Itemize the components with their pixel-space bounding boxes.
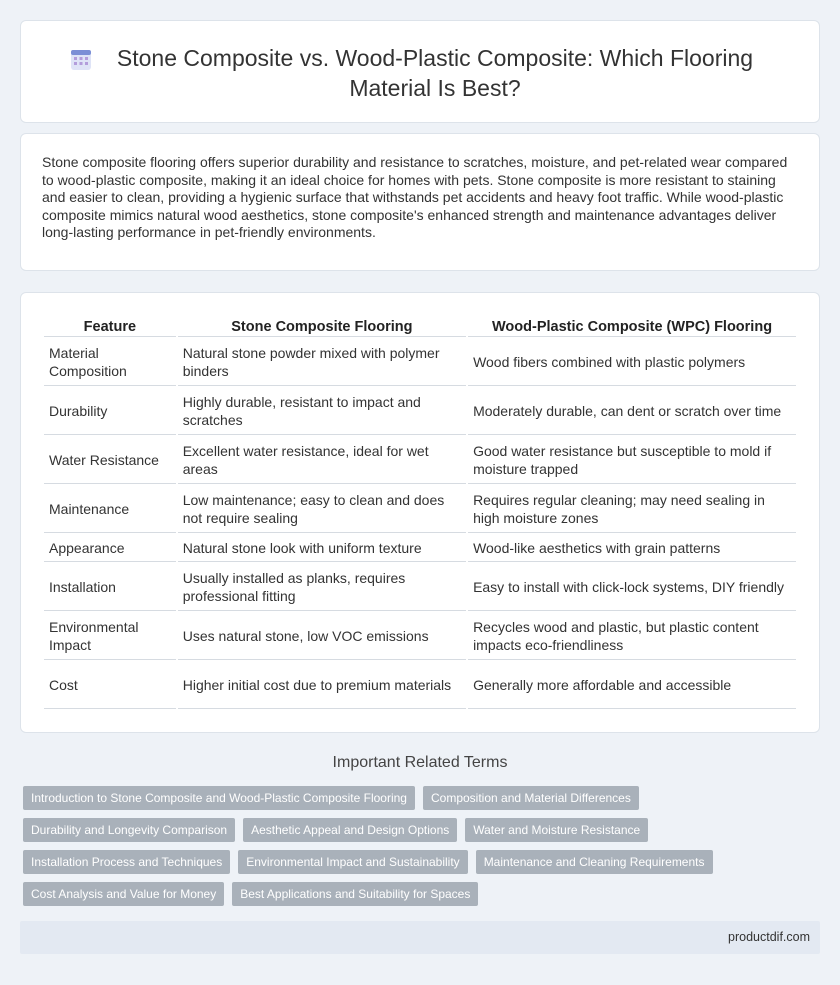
table-row xyxy=(44,564,796,611)
table-cell-wpc: Requires regular cleaning; may need sealing in high moisture zones xyxy=(468,486,796,533)
table-cell-wpc: Good water resistance but susceptible to mold if moisture trapped xyxy=(468,437,796,484)
table-cell-feature: Cost xyxy=(44,662,176,709)
table-header-wpc: Wood-Plastic Composite (WPC) Flooring xyxy=(468,317,796,337)
table-cell-wpc: Recycles wood and plastic, but plastic content impacts eco-friendliness xyxy=(468,613,796,660)
related-tag[interactable]: Aesthetic Appeal and Design Options xyxy=(243,818,457,842)
tag-row xyxy=(23,818,817,842)
table-row xyxy=(44,437,796,484)
table-cell-stone: Usually installed as planks, requires professional fitting xyxy=(178,564,466,611)
related-tag[interactable]: Environmental Impact and Sustainability xyxy=(238,850,467,874)
table-row xyxy=(44,613,796,660)
table-cell-feature: Durability xyxy=(44,388,176,435)
intro-card xyxy=(20,133,820,271)
table-cell-wpc: Generally more affordable and accessible xyxy=(468,662,796,709)
table-cell-stone: Natural stone powder mixed with polymer binders xyxy=(178,339,466,386)
related-tag[interactable]: Introduction to Stone Composite and Wood-Plastic Composite Flooring xyxy=(23,786,415,810)
related-tag[interactable]: Maintenance and Cleaning Requirements xyxy=(476,850,713,874)
table-cell-wpc: Easy to install with click-lock systems, DIY friendly xyxy=(468,564,796,611)
table-cell-wpc: Wood-like aesthetics with grain patterns xyxy=(468,535,796,562)
table-row xyxy=(44,339,796,386)
related-terms-tags xyxy=(23,786,817,914)
related-tag[interactable]: Cost Analysis and Value for Money xyxy=(23,882,224,906)
tag-row xyxy=(23,882,817,906)
table-cell-feature: Environmental Impact xyxy=(44,613,176,660)
page-title: Stone Composite vs. Wood-Plastic Composite: Which Flooring Material Is Best? xyxy=(116,45,754,101)
table-row xyxy=(44,388,796,435)
table-cell-stone: Excellent water resistance, ideal for wet areas xyxy=(178,437,466,484)
related-tag[interactable]: Durability and Longevity Comparison xyxy=(23,818,235,842)
intro-paragraph: Stone composite flooring offers superior durability and resistance to scratches, moisture, and pet-related wear compared to wood-plastic composite, making it an ideal choice for homes with pets. Stone composite is more resistant to staining and easier to clean, providing a hygienic surface that withstands pet accidents and heavy foot traffic. While wood-plastic composite mimics natural wood aesthetics, stone composite's enhanced strength and maintenance advantages deliver long-lasting performance in pet-friendly environments. xyxy=(42,154,788,240)
related-tag[interactable]: Installation Process and Techniques xyxy=(23,850,230,874)
table-cell-feature: Installation xyxy=(44,564,176,611)
footer-site-link[interactable]: productdif.com xyxy=(728,930,810,944)
table-cell-stone: Uses natural stone, low VOC emissions xyxy=(178,613,466,660)
related-tag[interactable]: Best Applications and Suitability for Spaces xyxy=(232,882,478,906)
related-tag[interactable]: Composition and Material Differences xyxy=(423,786,639,810)
comparison-table-card xyxy=(20,292,820,733)
table-header-feature: Feature xyxy=(44,317,176,337)
table-cell-wpc: Wood fibers combined with plastic polymers xyxy=(468,339,796,386)
table-cell-stone: Low maintenance; easy to clean and does not require sealing xyxy=(178,486,466,533)
tag-row xyxy=(23,850,817,874)
footer-bar xyxy=(20,921,820,954)
table-cell-feature: Maintenance xyxy=(44,486,176,533)
table-row xyxy=(44,486,796,533)
table-header-stone: Stone Composite Flooring xyxy=(178,317,466,337)
table-cell-wpc: Moderately durable, can dent or scratch over time xyxy=(468,388,796,435)
title-card xyxy=(20,20,820,123)
table-cell-stone: Highly durable, resistant to impact and scratches xyxy=(178,388,466,435)
table-cell-feature: Material Composition xyxy=(44,339,176,386)
related-tag[interactable]: Water and Moisture Resistance xyxy=(465,818,648,842)
tag-row xyxy=(23,786,817,810)
table-cell-stone: Higher initial cost due to premium materials xyxy=(178,662,466,709)
related-terms-heading: Important Related Terms xyxy=(332,754,508,771)
table-cell-feature: Appearance xyxy=(44,535,176,562)
comparison-table xyxy=(42,315,798,711)
table-cell-feature: Water Resistance xyxy=(44,437,176,484)
table-cell-stone: Natural stone look with uniform texture xyxy=(178,535,466,562)
table-row xyxy=(44,535,796,562)
table-row xyxy=(44,662,796,709)
